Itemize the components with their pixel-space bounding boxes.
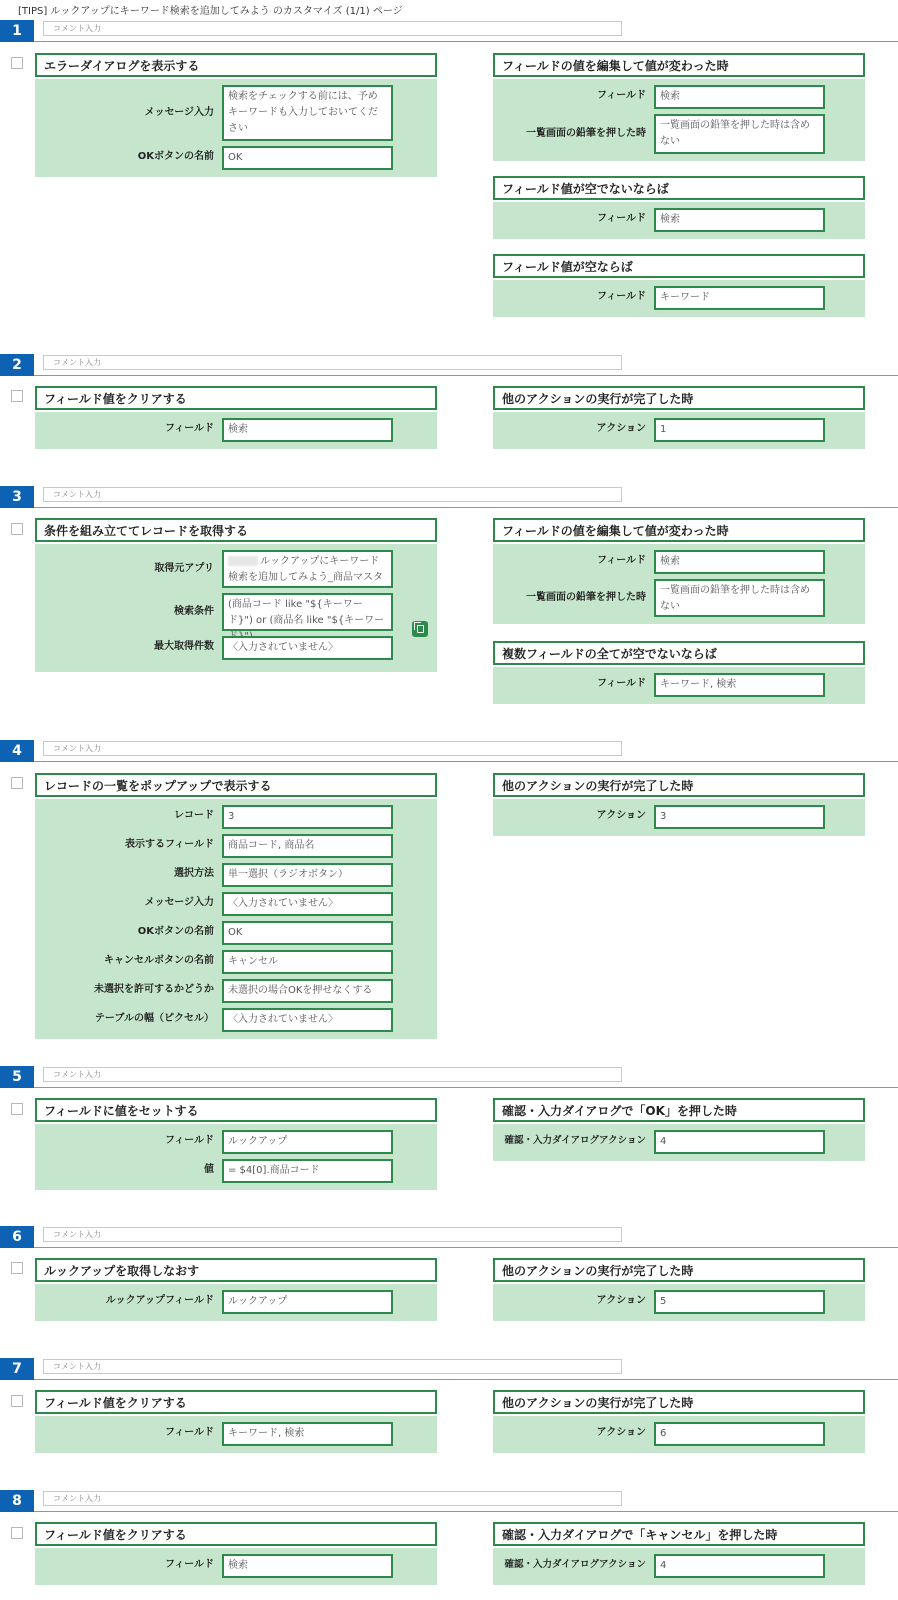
field-label: 最大取得件数 xyxy=(154,641,214,652)
condition-block xyxy=(493,176,865,239)
action-block xyxy=(35,1522,437,1585)
field-row xyxy=(35,550,437,588)
field-value[interactable]: 検索 xyxy=(222,1554,393,1578)
field-value[interactable]: 一覧画面の鉛筆を押した時は含めない xyxy=(654,114,825,154)
field-value[interactable]: 4 xyxy=(654,1130,825,1154)
condition-block xyxy=(493,518,865,624)
field-label: フィールド xyxy=(165,423,214,434)
field-label: 取得元アプリ xyxy=(154,563,214,574)
action-block xyxy=(35,1098,437,1190)
section-header xyxy=(0,1358,898,1380)
condition-title: フィールドの値を編集して値が変わった時 xyxy=(493,53,865,77)
condition-title: 他のアクションの実行が完了した時 xyxy=(493,773,865,797)
field-row xyxy=(493,1290,865,1314)
field-row xyxy=(493,85,865,109)
condition-block xyxy=(493,1390,865,1453)
section-checkbox[interactable] xyxy=(11,1262,23,1274)
action-title: フィールドに値をセットする xyxy=(35,1098,437,1122)
field-label: フィールド xyxy=(597,90,646,101)
section-number: 7 xyxy=(0,1358,34,1380)
section-checkbox[interactable] xyxy=(11,1395,23,1407)
copy-icon[interactable] xyxy=(412,621,428,637)
field-label: メッセージ入力 xyxy=(144,897,214,908)
field-label: ルックアップフィールド xyxy=(105,1295,214,1306)
field-row xyxy=(493,805,865,829)
field-label: 未選択を許可するかどうか xyxy=(94,984,214,995)
section-checkbox[interactable] xyxy=(11,777,23,789)
field-row xyxy=(35,85,437,141)
condition-block xyxy=(493,1258,865,1321)
field-row xyxy=(493,418,865,442)
field-row xyxy=(493,1422,865,1446)
section-number: 3 xyxy=(0,486,34,508)
field-label: フィールド xyxy=(165,1559,214,1570)
condition-block xyxy=(493,773,865,836)
action-title: レコードの一覧をポップアップで表示する xyxy=(35,773,437,797)
condition-title: 複数フィールドの全てが空でないならば xyxy=(493,641,865,665)
field-label: 一覧画面の鉛筆を押した時 xyxy=(526,128,646,139)
field-value[interactable]: 一覧画面の鉛筆を押した時は含めない xyxy=(654,579,825,617)
field-label: キャンセルボタンの名前 xyxy=(104,955,214,966)
field-row xyxy=(35,1130,437,1154)
condition-block xyxy=(493,386,865,449)
action-block xyxy=(35,518,437,672)
field-label: 確認・入力ダイアログアクション xyxy=(504,1559,646,1570)
section-number: 4 xyxy=(0,740,34,762)
action-title: フィールド値をクリアする xyxy=(35,1522,437,1546)
field-row xyxy=(35,418,437,442)
field-value[interactable]: 3 xyxy=(222,805,393,829)
action-title: 条件を組み立ててレコードを取得する xyxy=(35,518,437,542)
field-row xyxy=(35,1290,437,1314)
condition-title: フィールドの値を編集して値が変わった時 xyxy=(493,518,865,542)
section-number: 1 xyxy=(0,20,34,42)
comment-input[interactable]: コメント入力 xyxy=(43,1359,622,1374)
field-label: アクション xyxy=(596,810,646,821)
field-label: OKボタンの名前 xyxy=(137,151,214,162)
condition-title: 確認・入力ダイアログで「キャンセル」を押した時 xyxy=(493,1522,865,1546)
comment-input[interactable]: コメント入力 xyxy=(43,1491,622,1506)
field-value[interactable]: 〈入力されていません〉 xyxy=(222,1008,393,1032)
field-label: フィールド xyxy=(597,213,646,224)
field-row xyxy=(493,579,865,617)
field-value[interactable]: 5 xyxy=(654,1290,825,1314)
field-row xyxy=(35,593,437,631)
field-row xyxy=(493,673,865,697)
field-label: レコード xyxy=(174,810,214,821)
action-block xyxy=(35,1390,437,1453)
field-row xyxy=(35,979,437,1003)
field-label: アクション xyxy=(596,1295,646,1306)
section-number: 2 xyxy=(0,354,34,376)
redacted-text xyxy=(228,556,258,566)
page-title: [TIPS] ルックアップにキーワード検索を追加してみよう のカスタマイズ (1/1) ページ xyxy=(18,6,403,17)
field-row xyxy=(493,286,865,310)
field-row xyxy=(493,550,865,574)
condition-block xyxy=(493,1098,865,1161)
field-row xyxy=(493,1554,865,1578)
comment-input[interactable]: コメント入力 xyxy=(43,487,622,502)
condition-title: 他のアクションの実行が完了した時 xyxy=(493,1390,865,1414)
section-checkbox[interactable] xyxy=(11,523,23,535)
field-value[interactable]: 検索 xyxy=(654,550,825,574)
action-block xyxy=(35,53,437,177)
field-label: フィールド xyxy=(165,1427,214,1438)
section-number: 5 xyxy=(0,1066,34,1088)
field-row xyxy=(35,805,437,829)
comment-input[interactable]: コメント入力 xyxy=(43,21,622,36)
field-value[interactable]: OK xyxy=(222,921,393,945)
field-row xyxy=(493,1130,865,1154)
field-label: テーブルの幅（ピクセル） xyxy=(94,1013,214,1024)
section-number: 6 xyxy=(0,1226,34,1248)
field-row xyxy=(35,636,437,660)
section-checkbox[interactable] xyxy=(11,390,23,402)
field-value[interactable]: キーワード, 検索 xyxy=(222,1422,393,1446)
field-value[interactable]: 〈入力されていません〉 xyxy=(222,892,393,916)
condition-block xyxy=(493,254,865,317)
section-checkbox[interactable] xyxy=(11,57,23,69)
field-label: 選択方法 xyxy=(174,868,214,879)
condition-title: 他のアクションの実行が完了した時 xyxy=(493,1258,865,1282)
section-header xyxy=(0,1226,898,1248)
condition-title: フィールド値が空でないならば xyxy=(493,176,865,200)
field-label: フィールド xyxy=(597,291,646,302)
field-value[interactable]: 6 xyxy=(654,1422,825,1446)
condition-block xyxy=(493,641,865,704)
field-value[interactable]: = $4[0].商品コード xyxy=(222,1159,393,1183)
field-value[interactable]: ルックアップ xyxy=(222,1290,393,1314)
section-header xyxy=(0,740,898,762)
section-header xyxy=(0,20,898,42)
comment-input[interactable]: コメント入力 xyxy=(43,741,622,756)
field-value[interactable]: 検索をチェックする前には、予めキーワードも入力しておいてください xyxy=(222,85,393,141)
condition-title: フィールド値が空ならば xyxy=(493,254,865,278)
action-block xyxy=(35,386,437,449)
field-row xyxy=(35,863,437,887)
field-value[interactable]: キャンセル xyxy=(222,950,393,974)
field-label: フィールド xyxy=(597,678,646,689)
field-value[interactable]: 商品コード, 商品名 xyxy=(222,834,393,858)
field-row xyxy=(35,950,437,974)
field-label: フィールド xyxy=(165,1135,214,1146)
comment-input[interactable]: コメント入力 xyxy=(43,1067,622,1082)
field-value[interactable]: 4 xyxy=(654,1554,825,1578)
field-row xyxy=(35,834,437,858)
section-checkbox[interactable] xyxy=(11,1527,23,1539)
section-header xyxy=(0,1066,898,1088)
field-label: アクション xyxy=(596,423,646,434)
field-row xyxy=(35,146,437,170)
condition-title: 確認・入力ダイアログで「OK」を押した時 xyxy=(493,1098,865,1122)
action-title: ルックアップを取得しなおす xyxy=(35,1258,437,1282)
field-row xyxy=(35,1159,437,1183)
field-row xyxy=(493,114,865,154)
field-label: フィールド xyxy=(597,555,646,566)
field-row xyxy=(35,1422,437,1446)
section-checkbox[interactable] xyxy=(11,1103,23,1115)
field-row xyxy=(493,208,865,232)
field-value[interactable]: 検索 xyxy=(654,208,825,232)
field-value[interactable]: (商品コード like "${キーワード}") or (商品名 like "${キーワー xyxy=(222,593,393,631)
field-value[interactable]: 検索 xyxy=(654,85,825,109)
comment-input[interactable]: コメント入力 xyxy=(43,1227,622,1242)
field-value[interactable]: ルックアップにキーワード検索を追加してみよう_商品マスタ xyxy=(222,550,393,588)
field-row xyxy=(35,1008,437,1032)
field-value[interactable]: 検索 xyxy=(222,418,393,442)
field-value[interactable]: キーワード xyxy=(654,286,825,310)
field-label: OKボタンの名前 xyxy=(137,926,214,937)
field-label: 確認・入力ダイアログアクション xyxy=(504,1135,646,1146)
field-label: 値 xyxy=(204,1164,214,1175)
field-label: アクション xyxy=(596,1427,646,1438)
action-block xyxy=(35,773,437,1039)
field-value[interactable]: 単一選択（ラジオボタン） xyxy=(222,863,393,887)
action-title: フィールド値をクリアする xyxy=(35,386,437,410)
condition-block xyxy=(493,1522,865,1585)
field-value[interactable]: キーワード, 検索 xyxy=(654,673,825,697)
action-title: エラーダイアログを表示する xyxy=(35,53,437,77)
comment-input[interactable]: コメント入力 xyxy=(43,355,622,370)
field-row xyxy=(35,892,437,916)
condition-title: 他のアクションの実行が完了した時 xyxy=(493,386,865,410)
field-label: 検索条件 xyxy=(174,606,214,617)
section-header xyxy=(0,1490,898,1512)
field-label: 一覧画面の鉛筆を押した時 xyxy=(526,592,646,603)
condition-block xyxy=(493,53,865,161)
section-header xyxy=(0,486,898,508)
field-value[interactable]: ルックアップ xyxy=(222,1130,393,1154)
action-title: フィールド値をクリアする xyxy=(35,1390,437,1414)
field-value[interactable]: 3 xyxy=(654,805,825,829)
field-row xyxy=(35,1554,437,1578)
field-label: 表示するフィールド xyxy=(125,839,214,850)
field-value[interactable]: OK xyxy=(222,146,393,170)
section-number: 8 xyxy=(0,1490,34,1512)
field-value[interactable]: 未選択の場合OKを押せなくする xyxy=(222,979,393,1003)
section-header xyxy=(0,354,898,376)
field-label: メッセージ入力 xyxy=(144,107,214,118)
field-value[interactable]: 1 xyxy=(654,418,825,442)
field-value[interactable]: 〈入力されていません〉 xyxy=(222,636,393,660)
field-row xyxy=(35,921,437,945)
action-block xyxy=(35,1258,437,1321)
